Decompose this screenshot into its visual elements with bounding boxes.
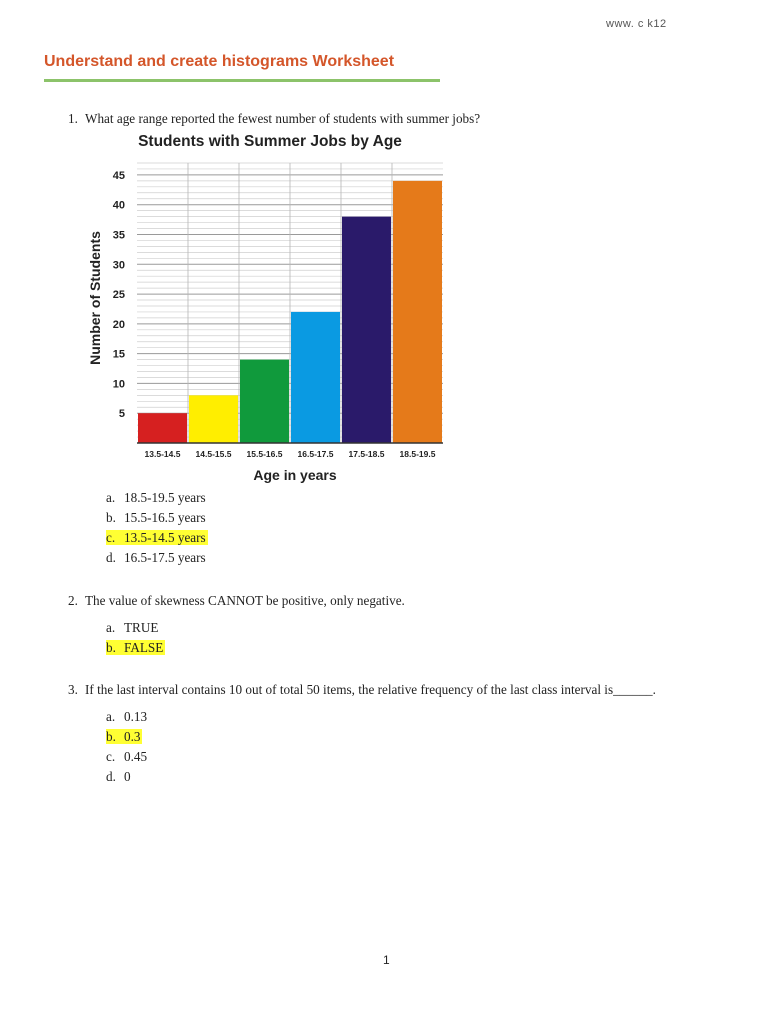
histogram-bar — [393, 181, 442, 443]
option-text: 0 — [124, 769, 131, 784]
question-2 — [68, 593, 405, 609]
option-3d[interactable]: d. 0 — [106, 769, 131, 784]
option-text: 13.5-14.5 years — [124, 530, 206, 545]
option-text: 0.45 — [124, 749, 148, 764]
question-number: 3. — [68, 682, 78, 697]
x-tick-label: 18.5-19.5 — [399, 449, 436, 459]
question-number: 1. — [68, 111, 78, 126]
y-tick-label: 30 — [112, 259, 125, 272]
question-1 — [68, 111, 480, 127]
option-text: 18.5-19.5 years — [124, 490, 206, 505]
question-number: 2. — [68, 593, 78, 608]
highlighted-answer: b. FALSE — [106, 640, 164, 655]
option-text: TRUE — [124, 620, 159, 635]
option-1a[interactable]: a. 18.5-19.5 years — [106, 490, 206, 505]
option-2b[interactable] — [106, 640, 165, 656]
y-tick-label: 15 — [112, 348, 125, 361]
highlighted-answer: b. 0.3 — [106, 729, 141, 744]
highlighted-answer: c. 13.5-14.5 years — [106, 530, 206, 545]
histogram-bar — [189, 395, 238, 443]
y-tick-label: 40 — [112, 199, 125, 212]
y-tick-label: 45 — [112, 169, 125, 182]
x-tick-label: 16.5-17.5 — [297, 449, 334, 459]
question-text: What age range reported the fewest number of students with summer jobs? — [85, 111, 481, 126]
option-3a[interactable]: a. 0.13 — [106, 709, 148, 724]
question-3-options — [106, 709, 147, 785]
option-1d[interactable]: d. 16.5-17.5 years — [106, 550, 206, 565]
question-text: If the last interval contains 10 out of total 50 items, the relative frequency of the last class interval is______. — [85, 682, 656, 697]
page-number: 1 — [383, 953, 390, 967]
option-text: 0.3 — [124, 729, 141, 744]
y-tick-label: 5 — [118, 408, 125, 421]
x-tick-label: 17.5-18.5 — [348, 449, 385, 459]
histogram-bar — [138, 413, 187, 443]
option-1b[interactable]: b. 15.5-16.5 years — [106, 510, 206, 525]
x-axis-label: Age in years — [253, 467, 337, 483]
histogram-chart — [80, 128, 460, 488]
option-text: 16.5-17.5 years — [124, 550, 206, 565]
option-2a[interactable]: a. TRUE — [106, 620, 159, 635]
x-tick-label: 14.5-15.5 — [195, 449, 232, 459]
y-tick-label: 25 — [112, 289, 125, 302]
question-3 — [68, 682, 656, 698]
question-2-options — [106, 620, 165, 656]
option-3b[interactable] — [106, 729, 147, 745]
question-text: The value of skewness CANNOT be positive, only negative. — [85, 593, 405, 608]
site-url: www. c k12 — [606, 18, 667, 30]
x-tick-label: 15.5-16.5 — [246, 449, 283, 459]
option-text: 0.13 — [124, 709, 148, 724]
question-1-options — [106, 490, 208, 566]
chart-title: Students with Summer Jobs by Age — [138, 133, 402, 150]
option-3c[interactable]: c. 0.45 — [106, 749, 148, 764]
y-tick-label: 10 — [112, 378, 125, 391]
histogram-bar — [240, 360, 289, 443]
x-tick-label: 13.5-14.5 — [144, 449, 181, 459]
y-tick-label: 35 — [112, 229, 125, 242]
y-axis-label: Number of Students — [87, 231, 103, 365]
option-text: 15.5-16.5 years — [124, 510, 206, 525]
option-text: FALSE — [124, 640, 164, 655]
histogram-bar — [342, 217, 391, 443]
worksheet-title: Understand and create histograms Worksheet — [44, 53, 395, 70]
y-tick-label: 20 — [112, 318, 125, 331]
title-underline — [44, 79, 440, 82]
histogram-bar — [291, 312, 340, 443]
option-1c[interactable] — [106, 530, 208, 546]
